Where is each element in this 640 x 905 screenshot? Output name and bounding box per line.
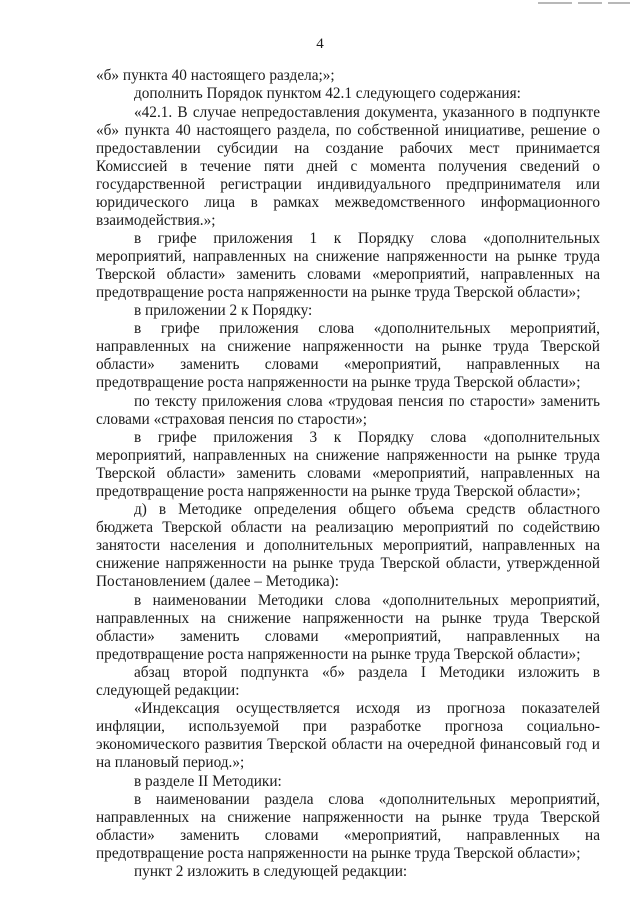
paragraph: в наименовании Методики слова «дополнительных мероприятий, направленных на снижение напряженности на рынке труда Тверской области» заменить словами «мероприятий, направленных на предотвращение роста напряженности на рынке труда Тверской области»; bbox=[96, 591, 600, 663]
paragraph: дополнить Порядок пунктом 42.1 следующего содержания: bbox=[134, 85, 521, 103]
paragraph: «Индексация осуществляется исходя из прогноза показателей инфляции, используемой при разработке прогноза социально-экономического развития Тверской области на очередной финансовый год и на плановый период.»; bbox=[96, 700, 600, 772]
paragraph: по тексту приложения слова «трудовая пенсия по старости» заменить словами «страховая пенсия по старости»; bbox=[96, 392, 600, 428]
paragraph: д) в Методике определения общего объема средств областного бюджета Тверской области на реализацию мероприятий по содействию занятости населения и дополнительных мероприятий, направленных на снижение напряженности на рынке труда Тверской области, утвержденной Постановлением (далее – Методика): bbox=[96, 501, 600, 591]
paragraph: абзац второй подпункта «б» раздела I Методики изложить в следующей редакции: bbox=[96, 663, 600, 699]
paragraph: в приложении 2 к Порядку: bbox=[134, 302, 313, 320]
paragraph: в грифе приложения 3 к Порядку слова «дополнительных мероприятий, направленных на снижение напряженности на рынке труда Тверской области» заменить словами «мероприятий, направленных на предотвращение роста напряженности на рынке труда Тверской области»; bbox=[96, 429, 600, 501]
paragraph: «42.1. В случае непредоставления документа, указанного в подпункте «б» пункта 40 настоящего раздела, по собственной инициативе, решение о предоставлении субсидии на создание рабочих мест принимается Комиссией в течение пяти дней с момента получения сведений о государственной регистрации индивидуального предпринимателя или юридического лица в рамках межведомственного информационного взаимодействия.»; bbox=[96, 103, 600, 229]
paragraph: в разделе II Методики: bbox=[134, 772, 282, 790]
paragraph: в наименовании раздела слова «дополнительных мероприятий, направленных на снижение напряженности на рынке труда Тверской области» заменить словами «мероприятий, направленных на предотвращение роста напряженности на рынке труда Тверской области»; bbox=[96, 790, 600, 862]
paragraph: пункт 2 изложить в следующей редакции: bbox=[134, 863, 408, 881]
scan-marks bbox=[538, 2, 630, 4]
paragraph: «б» пункта 40 настоящего раздела;»; bbox=[96, 67, 335, 84]
paragraph: в грифе приложения 1 к Порядку слова «дополнительных мероприятий, направленных на снижение напряженности на рынке труда Тверской области» заменить словами «мероприятий, направленных на предотвращение роста напряженности на рынке труда Тверской области»; bbox=[96, 229, 600, 301]
paragraph: в грифе приложения слова «дополнительных мероприятий, направленных на снижение напряженности на рынке труда Тверской области» заменить словами «мероприятий, направленных на предотвращение роста напряженности на рынке труда Тверской области»; bbox=[96, 320, 600, 392]
page-number: 4 bbox=[316, 36, 324, 52]
document-body bbox=[96, 67, 600, 881]
